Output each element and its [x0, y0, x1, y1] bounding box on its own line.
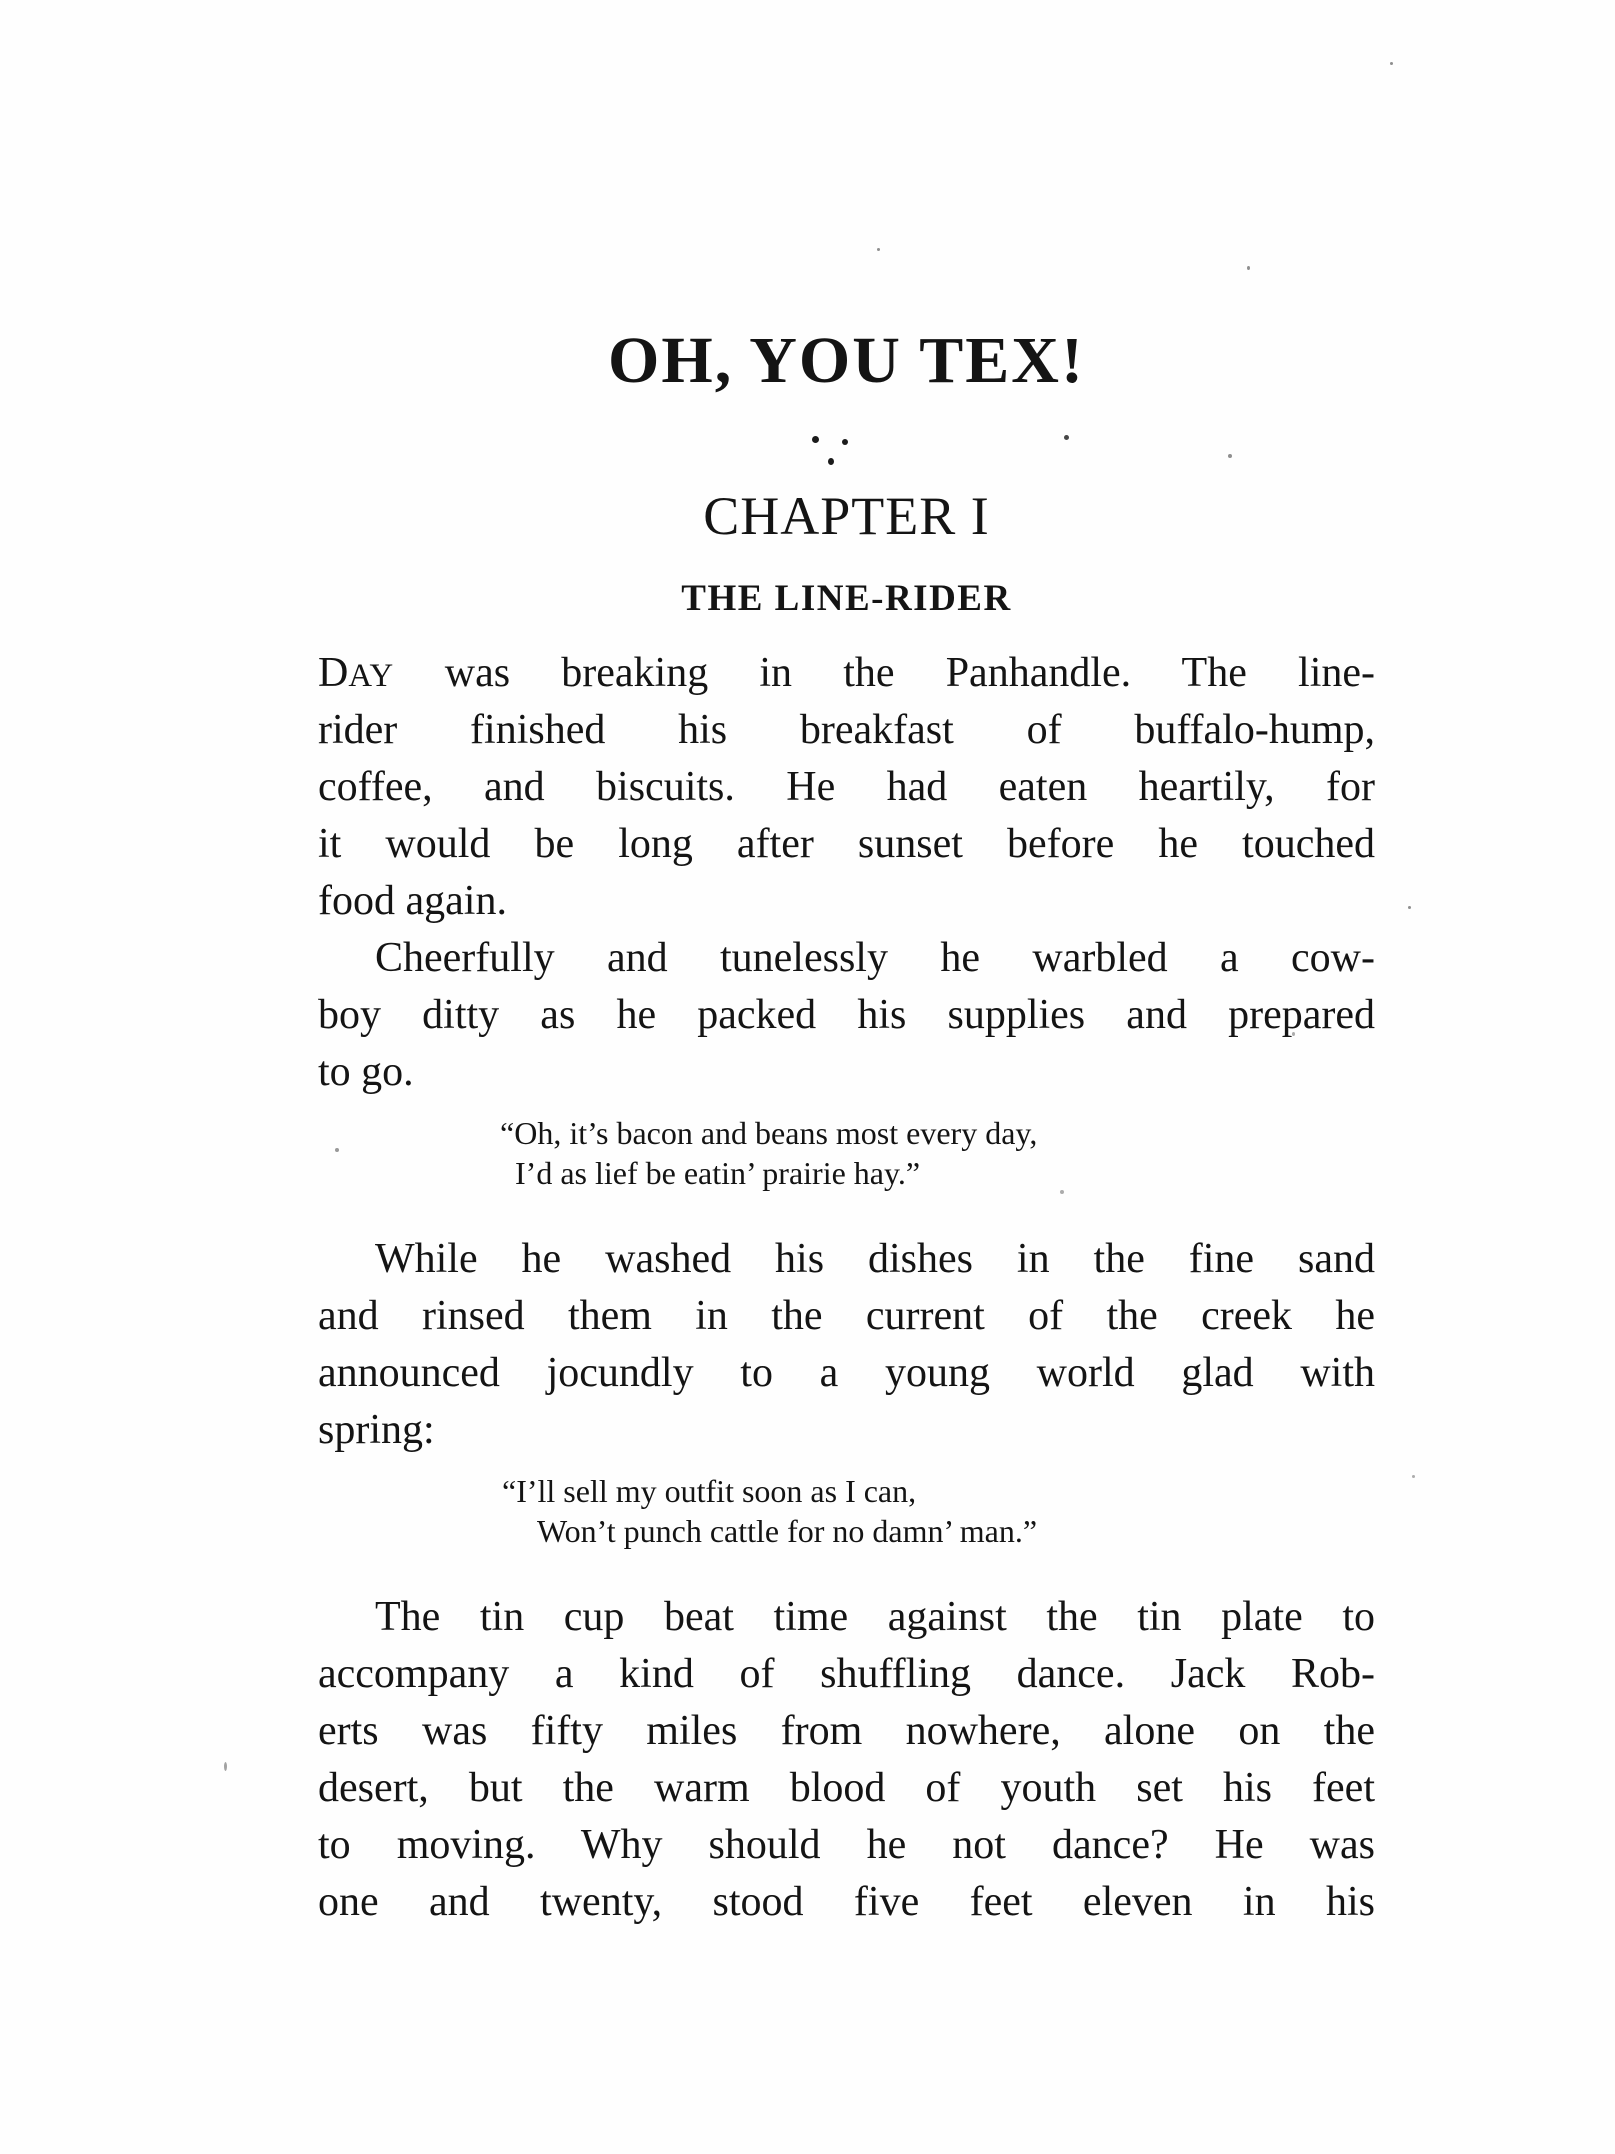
body-line: and rinsed them in the current of the creek he: [318, 1293, 1375, 1339]
verse-line: “Oh, it’s bacon and beans most every day,: [500, 1115, 1038, 1151]
body-line: announced jocundly to a young world glad with: [318, 1350, 1375, 1396]
chapter-subtitle: THE LINE-RIDER: [681, 578, 1012, 619]
body-line: rider finished his breakfast of buffalo-hump,: [318, 707, 1375, 753]
body-line: to moving. Why should he not dance? He was: [318, 1822, 1375, 1868]
body-line: While he washed his dishes in the fine sand: [375, 1236, 1375, 1282]
body-line: Cheerfully and tunelessly he warbled a cow-: [375, 935, 1375, 981]
verse: [318, 1113, 1375, 1193]
scan-speck: [335, 1148, 339, 1152]
scan-speck: [1390, 62, 1393, 65]
ornament-dot: [842, 439, 848, 445]
body-line: desert, but the warm blood of youth set his feet: [318, 1765, 1375, 1811]
body-line: to go.: [318, 1049, 414, 1095]
scan-speck: [1060, 1190, 1064, 1194]
scan-speck: [877, 248, 880, 251]
ornament-dot: [828, 458, 834, 465]
paragraph: [318, 1589, 1375, 1931]
body-line: boy ditty as he packed his supplies and prepared: [318, 992, 1375, 1038]
scan-speck: [1408, 906, 1411, 909]
ornament-dots: [318, 430, 1375, 470]
line-text: was breaking in the Panhandle. The line-: [393, 650, 1375, 696]
ornament-dot: [812, 436, 819, 443]
body-line: coffee, and biscuits. He had eaten heartily, for: [318, 764, 1375, 810]
verse-line: I’d as lief be eatin’ prairie hay.”: [515, 1155, 921, 1191]
body-line: The tin cup beat time against the tin plate to: [375, 1594, 1375, 1640]
book-title: OH, YOU TEX!: [608, 324, 1085, 397]
paragraph: [318, 1231, 1375, 1459]
verse: [318, 1471, 1375, 1551]
chapter-body: [318, 645, 1375, 1931]
chapter-heading: CHAPTER I: [703, 486, 990, 546]
scan-speck: [1064, 435, 1069, 440]
smallcaps-word: AY: [348, 658, 394, 694]
scan-speck: [224, 1762, 227, 1771]
body-line: one and twenty, stood five feet eleven in his: [318, 1879, 1375, 1925]
scan-speck: [1247, 266, 1250, 270]
verse-line: “I’ll sell my outfit soon as I can,: [502, 1473, 917, 1509]
paragraph: [318, 645, 1375, 930]
scan-speck: [1412, 1475, 1415, 1478]
dropcap-lead: D: [318, 650, 349, 696]
paragraph: [318, 930, 1375, 1101]
scan-speck: [1228, 454, 1232, 458]
body-line: erts was fifty miles from nowhere, alone on the: [318, 1708, 1375, 1754]
body-line: food again.: [318, 878, 507, 924]
scan-speck: [1292, 1032, 1295, 1036]
body-line: spring:: [318, 1407, 435, 1453]
body-line: [318, 645, 1375, 702]
body-line: accompany a kind of shuffling dance. Jack Rob-: [318, 1651, 1375, 1697]
verse-line: Won’t punch cattle for no damn’ man.”: [537, 1513, 1038, 1549]
body-line: it would be long after sunset before he touched: [318, 821, 1375, 867]
